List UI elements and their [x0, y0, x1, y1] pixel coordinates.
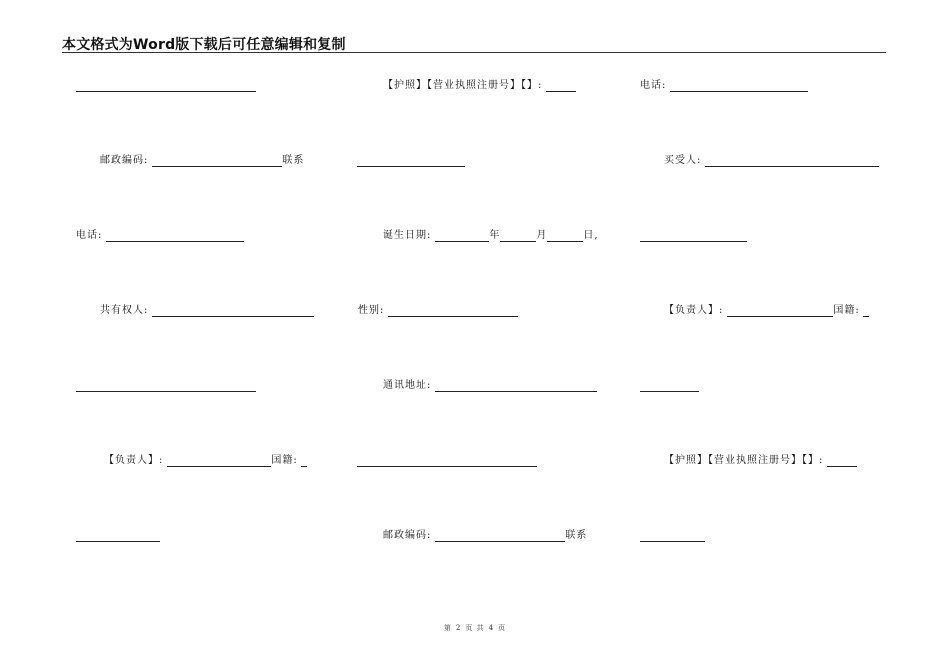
- row6-responsible-field: [104, 455, 307, 467]
- phone-label: 电话:: [76, 230, 103, 241]
- page-suffix: 页: [498, 624, 507, 632]
- row4-gender-field: [358, 305, 518, 317]
- row6-blank-line: [357, 455, 537, 467]
- row2-postcode-field: [100, 155, 304, 167]
- blank-line: [500, 230, 536, 242]
- row5-address-field: [383, 380, 597, 392]
- row4-co-owner-field: [100, 305, 314, 317]
- row5-blank-line: [76, 380, 256, 392]
- row3-phone-field: [76, 230, 244, 242]
- header-divider: [62, 52, 886, 53]
- document-header-title: 本文格式为Word版下载后可任意编辑和复制: [62, 37, 346, 53]
- postcode-label: 邮政编码:: [100, 155, 149, 166]
- blank-line: [76, 530, 160, 542]
- contact-label: 联系: [565, 530, 588, 541]
- co-owner-label: 共有权人:: [100, 305, 149, 316]
- nationality-label: 国籍:: [271, 455, 298, 466]
- row7-blank-line-right: [640, 530, 705, 542]
- blank-line: [547, 230, 583, 242]
- blank-line: [435, 230, 489, 242]
- row2-blank-line: [357, 155, 465, 167]
- row2-buyer-field: [664, 155, 879, 167]
- blank-line: [388, 305, 518, 317]
- row3-birthdate-field: [383, 230, 599, 242]
- blank-line: [640, 530, 705, 542]
- responsible-label: 【负责人】:: [664, 305, 724, 316]
- blank-line: [640, 230, 747, 242]
- blank-line: [357, 455, 537, 467]
- blank-line: [435, 380, 597, 392]
- row7-postcode-field: [383, 530, 587, 542]
- postcode-label: 邮政编码:: [383, 530, 432, 541]
- blank-line: [167, 455, 271, 467]
- blank-line: [76, 80, 256, 92]
- row1-passport-field: [383, 80, 576, 92]
- row4-responsible-field: [664, 305, 869, 317]
- blank-line: [727, 305, 833, 317]
- blank-line: [106, 230, 244, 242]
- blank-line: [640, 380, 699, 392]
- blank-line: [301, 455, 307, 467]
- page-total: 4: [488, 624, 495, 632]
- page-prefix: 第: [443, 624, 452, 632]
- blank-line: [670, 80, 808, 92]
- page-mid: 页 共: [465, 624, 485, 632]
- blank-line: [546, 80, 576, 92]
- blank-line: [357, 155, 465, 167]
- contact-label: 联系: [282, 155, 305, 166]
- month-label: 月: [536, 230, 548, 241]
- blank-line: [152, 155, 282, 167]
- passport-reg-label: 【护照】【营业执照注册号】【】:: [383, 80, 543, 91]
- birth-label: 诞生日期:: [383, 230, 432, 241]
- nationality-label: 国籍:: [833, 305, 860, 316]
- passport-reg-label: 【护照】【营业执照注册号】【】:: [664, 455, 824, 466]
- row1-phone-field: [640, 80, 808, 92]
- day-label: 日,: [583, 230, 599, 241]
- row5-blank-line-right: [640, 380, 699, 392]
- row3-blank-line: [640, 230, 747, 242]
- blank-line: [827, 455, 857, 467]
- year-label: 年: [489, 230, 501, 241]
- responsible-label: 【负责人】:: [104, 455, 164, 466]
- blank-line: [435, 530, 565, 542]
- blank-line: [76, 380, 256, 392]
- phone-label: 电话:: [640, 80, 667, 91]
- blank-line: [863, 305, 869, 317]
- blank-line: [152, 305, 314, 317]
- page-current: 2: [455, 624, 462, 632]
- blank-line: [705, 155, 879, 167]
- row1-blank-line: [76, 80, 256, 92]
- row6-passport-field: [664, 455, 857, 467]
- row7-blank-line: [76, 530, 160, 542]
- address-label: 通讯地址:: [383, 380, 432, 391]
- buyer-label: 买受人:: [664, 155, 702, 166]
- gender-label: 性别:: [358, 305, 385, 316]
- page-number: [0, 623, 950, 633]
